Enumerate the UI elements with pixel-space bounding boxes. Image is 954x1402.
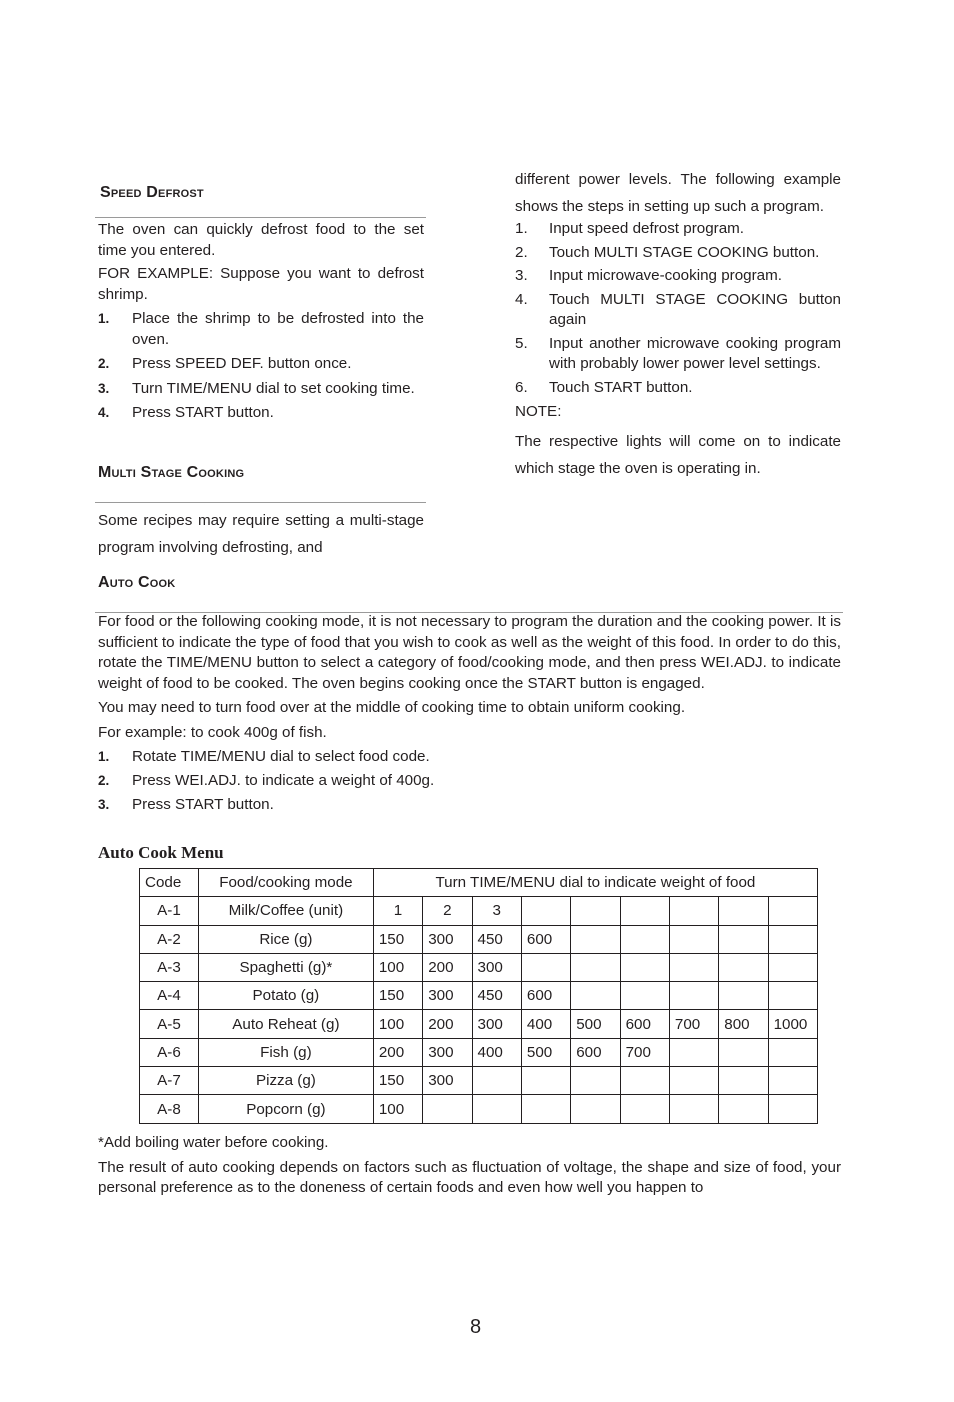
cell-weight: 150 [373, 925, 422, 953]
cell-mode: Auto Reheat (g) [198, 1010, 373, 1038]
auto-cook-steps [98, 747, 841, 816]
multi-stage-right-column [515, 166, 841, 482]
note-text: The respective lights will come on to indicate which stage the oven is operating in. [515, 432, 841, 477]
cell-weight: 300 [472, 953, 521, 981]
table-row [140, 1095, 818, 1123]
cell-mode: Pizza (g) [198, 1067, 373, 1095]
cell-mode: Spaghetti (g)* [198, 953, 373, 981]
multi-stage-intro-text: Some recipes may require setting a multi-stage program involving defrosting, and [98, 512, 424, 556]
list-item: 2. Touch MULTI STAGE COOKING button. [515, 243, 820, 261]
cell-code: A-8 [140, 1095, 199, 1123]
closing-paragraph: The result of auto cooking depends on factors such as fluctuation of voltage, the shape and size of food, your personal preference as to the doneness of certain foods and even how well you happen to [98, 1158, 841, 1196]
cell-weight: 600 [620, 1010, 669, 1038]
cell-weight [521, 1067, 570, 1095]
cell-weight [768, 1095, 817, 1123]
multi-stage-steps [515, 219, 841, 398]
cell-weight [768, 1067, 817, 1095]
cell-weight [768, 925, 817, 953]
cell-weight: 450 [472, 982, 521, 1010]
cell-weight: 500 [571, 1010, 620, 1038]
cell-weight [669, 1095, 718, 1123]
speed-defrost-body [98, 220, 424, 424]
cell-weight [669, 953, 718, 981]
cell-weight: 600 [521, 925, 570, 953]
cell-weight [571, 925, 620, 953]
cell-weight: 2 [423, 897, 472, 925]
cell-weight: 300 [423, 982, 472, 1010]
cell-weight: 700 [669, 1010, 718, 1038]
cell-weight: 150 [373, 1067, 422, 1095]
cell-weight [620, 982, 669, 1010]
multi-stage-intro-cont: different power levels. The following example shows the steps in setting up such a program. [515, 171, 841, 215]
auto-cook-heading: Auto Cook [98, 574, 176, 591]
multi-stage-rule [95, 502, 426, 503]
cell-weight: 800 [719, 1010, 768, 1038]
auto-cook-para2: You may need to turn food over at the middle of cooking time to obtain uniform cooking. [98, 699, 686, 716]
cell-weight: 200 [423, 1010, 472, 1038]
cell-weight: 300 [423, 1067, 472, 1095]
cell-weight: 150 [373, 982, 422, 1010]
cell-weight: 3 [472, 897, 521, 925]
cell-weight: 1000 [768, 1010, 817, 1038]
list-item: 1. Rotate TIME/MENU dial to select food code. [98, 748, 430, 765]
header-weights: Turn TIME/MENU dial to indicate weight of food [373, 869, 817, 897]
cell-code: A-4 [140, 982, 199, 1010]
cell-code: A-6 [140, 1038, 199, 1066]
cell-weight [768, 1038, 817, 1066]
cell-mode: Potato (g) [198, 982, 373, 1010]
cell-weight [719, 1067, 768, 1095]
cell-weight [768, 953, 817, 981]
cell-weight: 200 [373, 1038, 422, 1066]
cell-weight [620, 925, 669, 953]
list-item: 3. Input microwave-cooking program. [515, 267, 782, 284]
multi-stage-heading: Multi Stage Cooking [98, 464, 245, 481]
cell-weight [768, 897, 817, 925]
cell-weight [669, 1067, 718, 1095]
table-header-row [140, 869, 818, 897]
auto-cook-para1: For food or the following cooking mode, it is not necessary to program the duration and the cooking power. It is sufficient to indicate the type of food that you wish to cook as well as the weight of this food. In order to do this, rotate the TIME/MENU button to select a category of food/cooking mode, and then press WEI.ADJ. to indicate weight of food to be cooked. The oven begins cooking once the START button is engaged. [98, 613, 841, 692]
cell-weight [571, 982, 620, 1010]
cell-weight [620, 953, 669, 981]
cell-weight: 100 [373, 1095, 422, 1123]
cell-weight: 300 [423, 925, 472, 953]
cell-weight [521, 897, 570, 925]
cell-weight: 300 [423, 1038, 472, 1066]
cell-weight: 500 [521, 1038, 570, 1066]
table-row [140, 1067, 818, 1095]
list-item: 1. Input speed defrost program. [515, 220, 745, 237]
cell-weight [472, 1067, 521, 1095]
cell-code: A-7 [140, 1067, 199, 1095]
cell-weight [669, 897, 718, 925]
table-row [140, 1010, 818, 1038]
cell-weight: 400 [521, 1010, 570, 1038]
cell-weight [571, 953, 620, 981]
cell-weight [669, 1038, 718, 1066]
multi-stage-intro [98, 507, 424, 561]
note-label: NOTE: [515, 403, 562, 420]
cell-weight [719, 953, 768, 981]
header-code: Code [140, 869, 199, 897]
auto-cook-footer [98, 1133, 841, 1199]
speed-defrost-para2: FOR EXAMPLE: Suppose you want to defrost shrimp. [98, 265, 424, 303]
cell-weight: 600 [521, 982, 570, 1010]
auto-cook-menu-table [139, 868, 818, 1124]
footnote: *Add boiling water before cooking. [98, 1134, 329, 1151]
speed-defrost-para1: The oven can quickly defrost food to the set time you entered. [98, 221, 424, 259]
auto-cook-body [98, 612, 841, 816]
cell-weight [719, 982, 768, 1010]
cell-mode: Milk/Coffee (unit) [198, 897, 373, 925]
cell-code: A-3 [140, 953, 199, 981]
cell-weight: 600 [571, 1038, 620, 1066]
list-item: 4. Press START button. [98, 404, 274, 421]
cell-weight [521, 953, 570, 981]
table-row [140, 982, 818, 1010]
cell-weight [571, 1067, 620, 1095]
cell-mode: Popcorn (g) [198, 1095, 373, 1123]
table-row [140, 1038, 818, 1066]
auto-cook-para3: For example: to cook 400g of fish. [98, 723, 327, 741]
cell-weight: 100 [373, 1010, 422, 1038]
cell-mode: Fish (g) [198, 1038, 373, 1066]
cell-weight [719, 925, 768, 953]
cell-weight [719, 1095, 768, 1123]
speed-defrost-steps [98, 309, 424, 424]
cell-code: A-5 [140, 1010, 199, 1038]
cell-weight [768, 982, 817, 1010]
cell-weight: 450 [472, 925, 521, 953]
cell-weight [571, 1095, 620, 1123]
list-item: 5. Input another microwave cooking program with probably lower power level settings. [515, 334, 841, 372]
list-item: 2. Press WEI.ADJ. to indicate a weight of 400g. [98, 772, 435, 789]
cell-weight [521, 1095, 570, 1123]
cell-weight: 1 [373, 897, 422, 925]
cell-weight [669, 925, 718, 953]
list-item: 4. Touch MULTI STAGE COOKING button again [515, 290, 841, 328]
table-row [140, 953, 818, 981]
auto-cook-menu-title: Auto Cook Menu [98, 843, 224, 862]
list-item: 2. Press SPEED DEF. button once. [98, 355, 352, 372]
cell-weight: 400 [472, 1038, 521, 1066]
cell-weight [620, 897, 669, 925]
page-number: 8 [470, 1316, 482, 1338]
header-mode: Food/cooking mode [198, 869, 373, 897]
cell-weight [571, 897, 620, 925]
list-item: 1. Place the shrimp to be defrosted into the oven. [98, 310, 424, 348]
cell-weight [620, 1067, 669, 1095]
cell-weight [669, 982, 718, 1010]
cell-weight [719, 897, 768, 925]
cell-weight [423, 1095, 472, 1123]
cell-weight: 100 [373, 953, 422, 981]
table-row [140, 925, 818, 953]
cell-weight: 300 [472, 1010, 521, 1038]
table-row [140, 897, 818, 925]
list-item: 6. Touch START button. [515, 378, 693, 396]
speed-defrost-heading: Speed Defrost [100, 184, 204, 201]
cell-weight [719, 1038, 768, 1066]
list-item: 3. Turn TIME/MENU dial to set cooking time. [98, 379, 415, 397]
cell-code: A-1 [140, 897, 199, 925]
speed-defrost-rule [95, 217, 426, 218]
cell-weight [472, 1095, 521, 1123]
cell-code: A-2 [140, 925, 199, 953]
list-item: 3. Press START button. [98, 796, 274, 813]
cell-weight [620, 1095, 669, 1123]
cell-weight: 200 [423, 953, 472, 981]
cell-mode: Rice (g) [198, 925, 373, 953]
cell-weight: 700 [620, 1038, 669, 1066]
